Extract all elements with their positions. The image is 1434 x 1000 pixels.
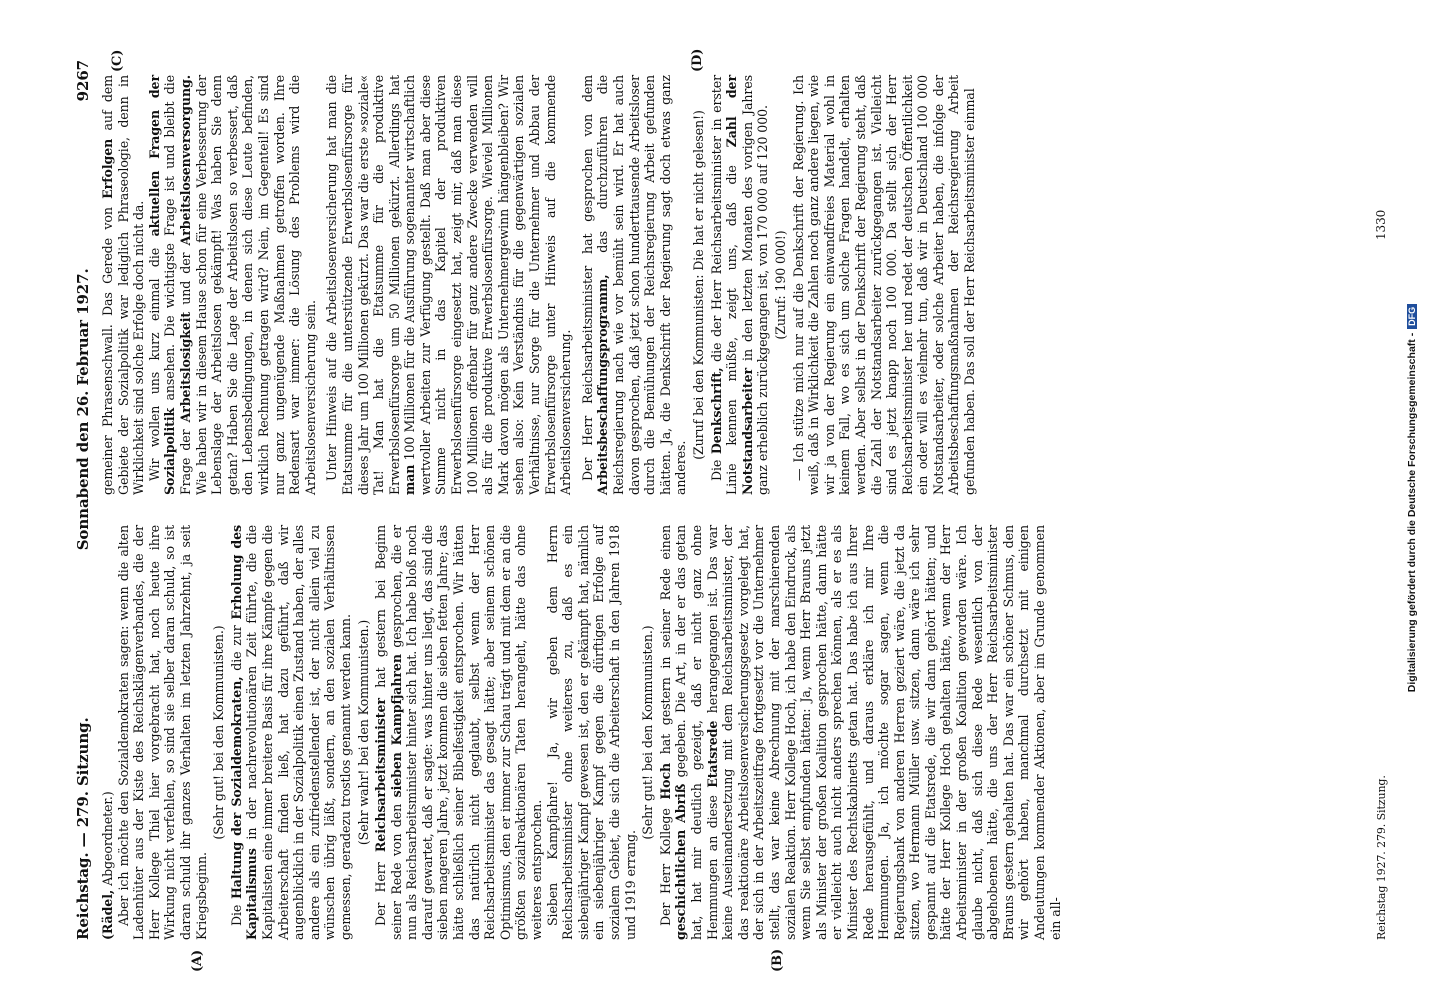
digitization-note xyxy=(1406,48,1418,948)
margin-marker-d: (D) xyxy=(690,48,705,72)
page-number: 9267 xyxy=(74,60,93,102)
paragraph: Wir wollen uns kurz einmal die aktuellen Fragen der Sozialpolitik ansehen. Die wichtigste Frage ist und bleibt die Frage der Arbeitslosigkeit und der Arbeitslosenversorgung. Wie haben wir in diesem Hause schon für eine Verbesserung der Lebenslage der Arbeitslosen gekämpft! Was haben Sie denn getan? Haben Sie die Lage der Arbeitslosen so verbessert, daß den Lebensbedingungen, in denen sich diese Leute befinden, wirklich Rechnung getragen wird? Nein, im Gegenteil! Es sind nur ganz ungenügende Maßnahmen getroffen worden. Ihre Redensart war immer: die Lösung des Problems wird die Arbeitslosenversicherung sein. xyxy=(146,75,318,495)
paragraph: (Rädel, Abgeordneter.) xyxy=(100,791,115,940)
interjection: (Zuruf: 190 000!) xyxy=(772,230,788,340)
column-right xyxy=(100,75,1360,495)
paragraph: Die Denkschrift, die der Herr Reichsarbeitsminister in erster Linie kennen müßte, zeigt uns, daß die Zahl der Notstandsarbeiter in den letzten Monaten des vorigen Jahres ganz erheblich zurückgegangen ist, von 170 000 auf 120 000. xyxy=(708,75,771,495)
margin-marker-c: (C) xyxy=(110,49,125,72)
paragraph: Aber ich möchte den Sozialdemokraten sagen: wenn die alten Ladenhüter aus der Kiste des Reichsklägenverbandes, die der Herr Kollege Thiel hier vorgebracht hat, noch heute ihre Wirkung nicht verfehlen, so sind sie selber daran schuld, so ist daran schuld ihr ganzes Verhalten im letzten Jahrzehnt, ja seit Kriegsbeginn. xyxy=(115,525,209,940)
dfg-logo: DFG xyxy=(1407,304,1417,329)
column-left xyxy=(100,525,1360,940)
paragraph: gemeiner Phrasenschwall. Das Gerede von Erfolgen auf dem Gebiete der Sozialpolitik war lediglich Phraseologie, denn in Wirklichkeit sind solche Erfolge doch nicht da. xyxy=(100,75,147,495)
paragraph: Der Herr Kollege Hoch hat gestern in seiner Rede einen geschichtlichen Abriß gegeben. Die Art, in der er das getan hat, hat mir deutlich gezeigt, daß er nicht ganz ohne Hemmungen an diese Etatsrede herangegangen ist. Das war keine Auseinandersetzung mit dem Reichsarbeitsminister, der das reaktionäre Arbeitslosenversicherungsgesetz vorgelegt hat, der sich in der Arbeitszeitfrage fortgesetzt vor die Unternehmer stellt, das war keine Abrechnung mit der marschierenden sozialen Reaktion. Herr Kollege Hoch, ich habe den Eindruck, als wenn Sie selbst empfunden hätten: Ja, wenn Herr Brauns jetzt als Minister der großen Koalition gesprochen hätte, dann hätte er vielleicht auch nicht anders sprechen können, als er es als Minister des Rechtskabinetts getan hat. Das habe ich aus Ihrer Rede herausgefühlt, und daraus erkläre ich mir Ihre Hemmungen. Ja, ich möchte sogar sagen, wenn die Regierungsbank von anderen Herren geziert wäre, die jetzt da sitzen, wo Hermann Müller usw. sitzen, dann wäre ich sehr gespannt auf die Etatsrede, die wir dann gehört hätten; und hätte der Herr Kollege Hoch gehalten hätte, wenn der Herr Arbeitsminister in der großen Koalition geworden wäre. Ich glaube nicht, daß sich diese Rede wesentlich von der abgehobenen hätte, die uns der Herr Reichsarbeitsminister Brauns gestern gehalten hat. Das war ein schöner Schmus, den wir gehört haben, manchmal durchsetzt mit einigen Andeutungen kommender Aktionen, aber im Grunde genommen ein all- xyxy=(657,525,1063,940)
paragraph: Der Herr Reichsarbeitsminister hat gesprochen von dem Arbeitsbeschaffungsprogramm, das durchzuführen die Reichsregierung nach wie vor bemüht sein wird. Er hat auch davon gesprochen, daß jetzt schon hunderttausende Arbeitsloser durch die Bemühungen der Reichsregierung Arbeit gefunden hätten. Ja, die Denkschrift der Regierung sagt doch etwas ganz anderes. xyxy=(579,75,689,495)
paragraph: Unter Hinweis auf die Arbeitslosenversicherung hat man die Etatsumme für die unterstützende Erwerbslosenfürsorge für dieses Jahr um 100 Millionen gekürzt. Das war die erste »soziale« Tat! Man hat die Etatsumme für die produktive Erwerbslosenfürsorge um 50 Millionen gekürzt. Allerdings hat man 100 Millionen für die Ausführung sogenannter wirtschaftlich wertvoller Arbeiten zur Verfügung gestellt. Daß man aber diese Summe nicht in das Kapitel der produktiven Erwerbslosenfürsorge eingesetzt hat, zeigt mir, daß man diese 100 Millionen offenbar für ganz andere Zwecke verwenden will als für die produktive Erwerbslosenfürsorge. Wieviel Millionen Mark davon mögen als Unternehmergewinn hängenbleiben? Wir sehen also: Kein Verständnis für die gegenwärtigen sozialen Verhältnisse, nur Sorge für die Unternehmer und Abbau der Erwerbslosenfürsorge unter Hinweis auf die kommende Arbeitslosenversicherung. xyxy=(324,75,574,495)
header-date: Sonnabend den 26. Februar 1927. xyxy=(74,268,93,551)
paragraph: Die Haltung der Sozialdemokraten, die zur Erholung des Kapitalismus in der nachrevolutionären Zeit führte, die die Kapitalisten eine immer breitere Basis für ihre Kämpfe gegen die Arbeiterschaft finden ließ, hat dazu geführt, daß wir augenblicklich in der Sozialpolitik einen Zustand haben, der alles andere als ein zufriedenstellender ist, der nicht allein viel zu wünschen übrig läßt, sondern, an den sozialen Verhältnissen gemessen, geradezu trostlos genannt werden kann. xyxy=(228,524,353,940)
interjection: (Sehr gut! bei den Kommunisten.) xyxy=(211,625,227,840)
margin-marker-a: (A) xyxy=(190,949,205,972)
paragraph: — Ich stütze mich nur auf die Denkschrift der Regierung. Ich weiß, daß in Wirklichkeit die Zahlen noch ganz andere liegen, wie wir ja von der Regierung ein einwandfreies Material wohl in keinem Fall, wo es sich um solche Fragen handelt, erhalten werden. Aber selbst in der Denkschrift der Regierung steht, daß die Zahl der Notstandsarbeiter zurückgegangen ist. Vielleicht sind es jetzt knapp noch 100 000. Da stellt sich der Herr Reichsarbeitsminister her und redet der deutschen Öffentlichkeit ein oder will es vielmehr tun, daß wir in Deutschland 100 000 Notstandsarbeiter, oder solche Arbeiter haben, die infolge der Arbeitsbeschaffungsmaßnahmen der Reichsregierung Arbeit gefunden haben. Das soll der Herr Reichsarbeitsminister einmal xyxy=(790,75,978,495)
footer-session: Reichstag 1927. 279. Sitzung. xyxy=(1375,775,1389,940)
page-header xyxy=(70,60,92,940)
interjection: (Zuruf bei den Kommunisten: Die hat er nicht gelesen!) xyxy=(690,110,706,460)
header-session: Reichstag. — 279. Sitzung. xyxy=(74,717,93,940)
margin-marker-b: (B) xyxy=(770,949,785,972)
footer-number: 1330 xyxy=(1374,209,1389,240)
paragraph: Der Herr Reichsarbeitsminister hat gestern bei Beginn seiner Rede von den sieben Kampfjahren gesprochen, die er nun als Reichsarbeitsminister hinter sich hat. Ich habe bloß noch darauf gewartet, daß er sagte: was hinter uns liegt, das sind die sieben mageren Jahre, jetzt kommen die sieben fetten Jahre; das hätte schließlich seiner Bibelfestigkeit entsprochen. Wir hätten das natürlich nicht geglaubt, selbst wenn der Herr Reichsarbeitsminister das gesagt hätte; aber seinem schönen Optimismus, den er immer zur Schau trägt und mit dem er an die größten sozialreaktionären Taten herangeht, hätte das ohne weiteres entsprochen. xyxy=(373,524,545,940)
paragraph: Sieben Kampfjahre! Ja, wir geben dem Herrn Reichsarbeitsminister ohne weiteres zu, daß es ein siebenjähriger Kampf gewesen ist, den er gekämpft hat, nämlich ein siebenjähriger Kampf gegen die dürftigen Erfolge auf sozialem Gebiet, die sich die Arbeiterschaft in den Jahren 1918 und 1919 errang. xyxy=(544,525,638,940)
document-page xyxy=(70,48,1390,972)
digitization-text: Digitalisierung gefördert durch die Deutsche Forschungsgemeinschaft - xyxy=(1406,332,1418,693)
interjection: (Sehr wahr! bei den Kommunisten.) xyxy=(355,619,371,846)
interjection: (Sehr gut! bei den Kommunisten.) xyxy=(640,625,656,840)
